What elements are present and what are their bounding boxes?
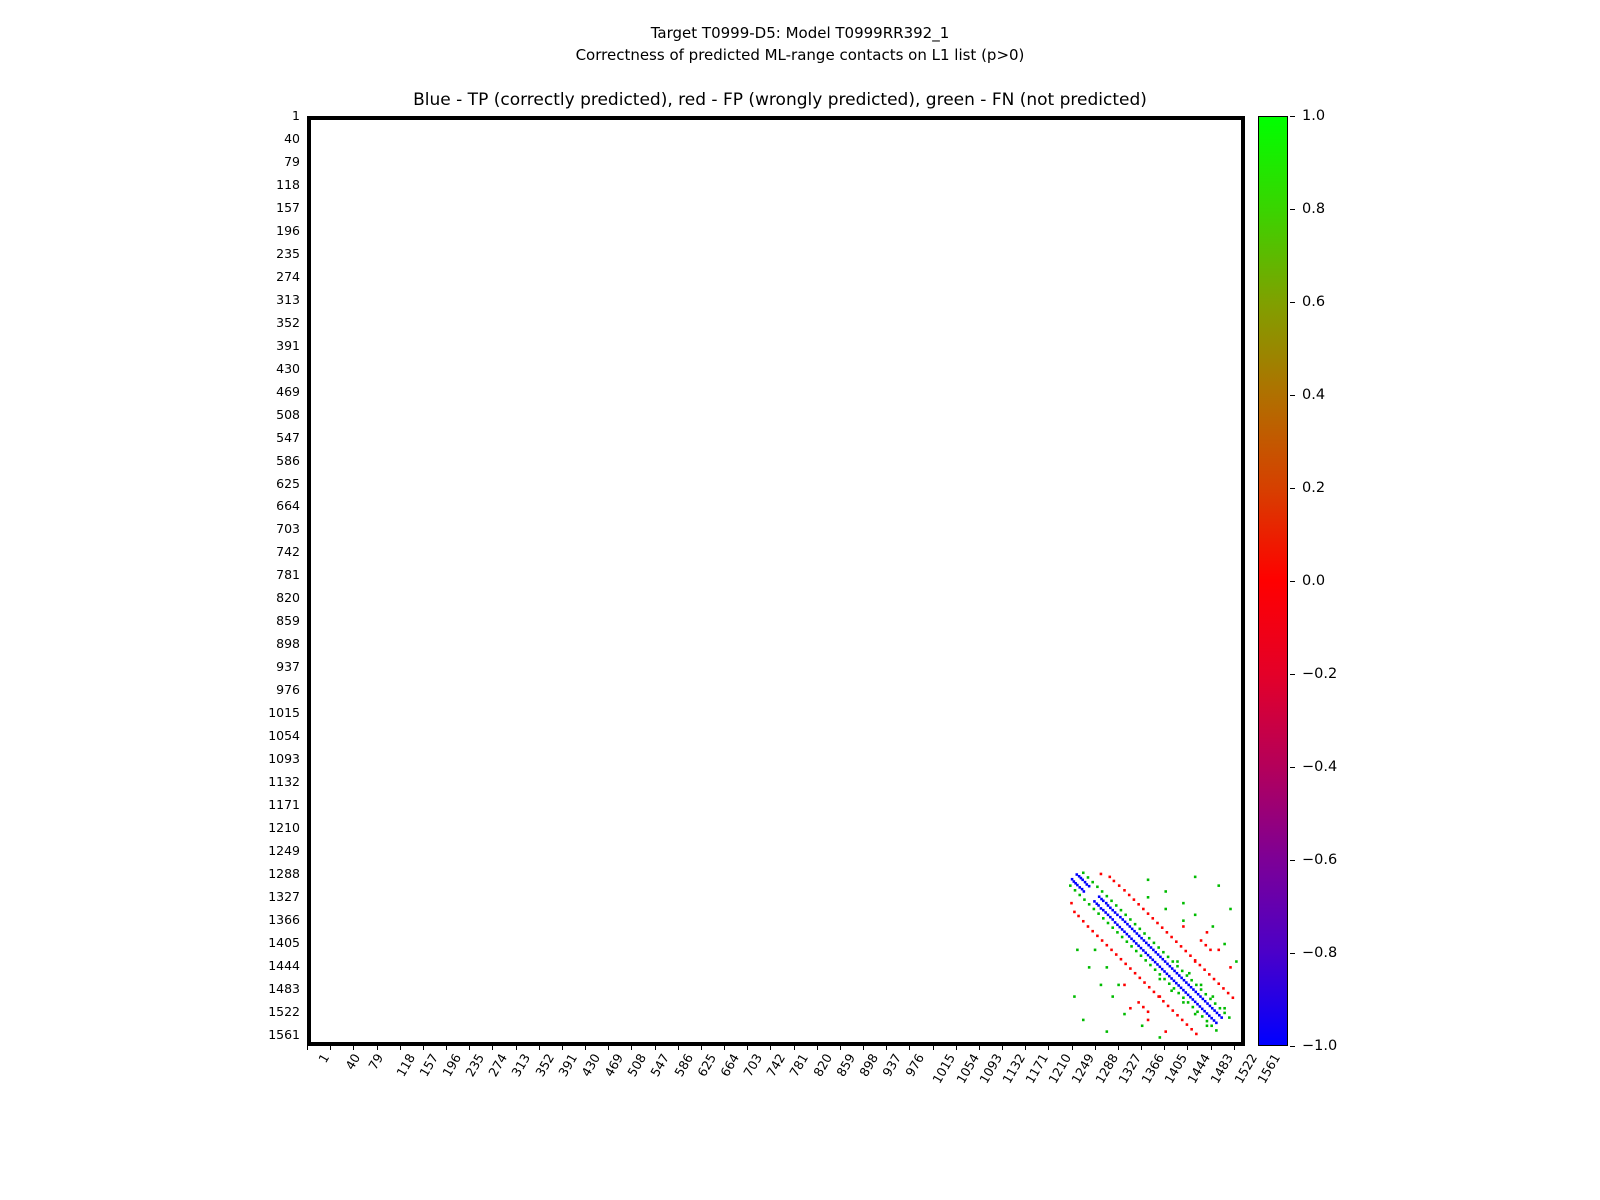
x-axis-tick-mark xyxy=(1211,1044,1212,1050)
x-axis-tick-label: 313 xyxy=(508,1051,534,1080)
x-axis-tick-mark xyxy=(747,1044,748,1050)
y-axis-tick-label: 313 xyxy=(276,291,300,307)
x-axis-tick-mark xyxy=(608,1044,609,1050)
colorbar-tick-label: −0.6 xyxy=(1302,852,1338,868)
x-axis-tick-mark xyxy=(1095,1044,1096,1050)
y-axis-tick-label: 430 xyxy=(276,360,300,376)
colorbar-tick-label: −0.4 xyxy=(1302,759,1338,775)
x-axis-tick-label: 391 xyxy=(554,1051,580,1080)
colorbar-gradient xyxy=(1258,116,1288,1046)
x-axis-tick-label: 1483 xyxy=(1207,1051,1237,1087)
colorbar-tick-label: 0.6 xyxy=(1302,294,1326,310)
y-axis-tick-label: 742 xyxy=(276,544,300,560)
x-axis-tick-label: 1132 xyxy=(999,1051,1028,1087)
contact-map-canvas xyxy=(311,120,1241,1042)
y-axis-tick-label: 1132 xyxy=(268,774,300,790)
x-axis-tick-mark xyxy=(353,1044,354,1050)
x-axis-tick-label: 1015 xyxy=(929,1051,959,1087)
colorbar-tick-mark xyxy=(1290,953,1295,954)
y-axis-tick-label: 1522 xyxy=(268,1003,300,1019)
y-axis-tick-label: 79 xyxy=(284,153,300,169)
colorbar-tick-label: 0.8 xyxy=(1302,201,1326,217)
x-axis-tick-mark xyxy=(794,1044,795,1050)
x-axis-tick-label: 859 xyxy=(832,1051,858,1080)
x-axis-tick-label: 664 xyxy=(717,1051,742,1080)
series-fp xyxy=(1070,873,1234,1036)
x-axis-tick-label: 40 xyxy=(342,1051,364,1073)
colorbar-tick-label: −0.8 xyxy=(1302,945,1338,961)
y-axis-tick-label: 1249 xyxy=(268,843,300,859)
y-axis-tick-label: 1483 xyxy=(268,980,300,996)
x-axis-tick-label: 1171 xyxy=(1022,1051,1052,1087)
chart-title-block xyxy=(0,22,1600,66)
x-axis-tick-label: 547 xyxy=(647,1051,673,1080)
x-axis-tick-label: 118 xyxy=(392,1051,418,1080)
colorbar-tick-label: 0.4 xyxy=(1302,387,1326,403)
y-axis-tick-label: 1366 xyxy=(268,911,300,927)
x-axis-tick-label: 898 xyxy=(856,1051,881,1080)
y-axis-tick-label: 781 xyxy=(276,567,300,583)
x-axis-tick-label: 1210 xyxy=(1045,1051,1075,1087)
x-axis-tick-label: 703 xyxy=(740,1051,766,1080)
y-axis-tick-label: 1 xyxy=(292,108,300,123)
y-axis-tick-label: 976 xyxy=(276,682,300,698)
x-axis-tick-mark xyxy=(817,1044,818,1050)
colorbar-tick-mark xyxy=(1290,860,1295,861)
x-axis-tick-labels xyxy=(307,1050,1283,1150)
y-axis-tick-label: 235 xyxy=(276,245,300,261)
x-axis-tick-label: 937 xyxy=(879,1051,905,1080)
x-axis-tick-label: 79 xyxy=(365,1051,387,1073)
y-axis-tick-label: 391 xyxy=(276,337,300,353)
x-axis-tick-label: 1405 xyxy=(1161,1051,1191,1087)
chart-title-line-1: Target T0999-D5: Model T0999RR392_1 xyxy=(650,24,950,42)
x-axis-tick-mark xyxy=(1187,1044,1188,1050)
x-axis-tick-mark xyxy=(1164,1044,1165,1050)
y-axis-tick-label: 1327 xyxy=(268,888,300,904)
y-axis-tick-label: 1405 xyxy=(268,934,300,950)
colorbar-tick-label: −0.2 xyxy=(1302,666,1338,682)
colorbar-tick-mark xyxy=(1290,488,1295,489)
y-axis-tick-label: 1561 xyxy=(268,1026,300,1042)
x-axis-tick-mark xyxy=(863,1044,864,1050)
y-axis-tick-label: 625 xyxy=(276,475,300,491)
x-axis-tick-label: 508 xyxy=(624,1051,650,1080)
y-axis-tick-label: 703 xyxy=(276,521,300,537)
y-axis-tick-label: 1288 xyxy=(268,866,300,882)
x-axis-tick-mark xyxy=(377,1044,378,1050)
x-axis-tick-label: 1327 xyxy=(1114,1051,1144,1087)
x-axis-tick-label: 586 xyxy=(670,1051,696,1080)
y-axis-tick-label: 40 xyxy=(284,130,300,146)
x-axis-tick-mark xyxy=(979,1044,980,1050)
y-axis-tick-label: 820 xyxy=(276,590,300,606)
x-axis-tick-mark xyxy=(307,1044,308,1050)
colorbar-tick-mark xyxy=(1290,395,1295,396)
x-axis-tick-label: 742 xyxy=(763,1051,789,1080)
x-axis-tick-mark xyxy=(886,1044,887,1050)
x-axis-tick-label: 1561 xyxy=(1253,1051,1283,1087)
x-axis-tick-mark xyxy=(562,1044,563,1050)
y-axis-tick-label: 547 xyxy=(276,429,300,445)
y-axis-tick-label: 898 xyxy=(276,636,300,652)
colorbar-tick-labels xyxy=(1290,108,1360,1054)
y-axis-tick-label: 1054 xyxy=(268,728,300,744)
colorbar-tick-mark xyxy=(1290,581,1295,582)
x-axis-tick-mark xyxy=(724,1044,725,1050)
colorbar-tick-mark xyxy=(1290,767,1295,768)
x-axis-tick-mark xyxy=(1002,1044,1003,1050)
y-axis-tick-label: 274 xyxy=(276,268,300,284)
y-axis-tick-label: 157 xyxy=(276,199,300,215)
x-axis-tick-label: 1522 xyxy=(1230,1051,1260,1087)
x-axis-tick-mark xyxy=(400,1044,401,1050)
series-fn xyxy=(1069,871,1238,1038)
y-axis-tick-label: 586 xyxy=(276,452,300,468)
y-axis-tick-label: 352 xyxy=(276,314,300,330)
colorbar-tick-mark xyxy=(1290,1046,1295,1047)
x-axis-tick-mark xyxy=(933,1044,934,1050)
x-axis-tick-label: 196 xyxy=(439,1051,464,1080)
x-axis-tick-mark xyxy=(492,1044,493,1050)
y-axis-tick-label: 937 xyxy=(276,659,300,675)
colorbar-tick-label: 0.2 xyxy=(1302,480,1326,496)
y-axis-tick-label: 1210 xyxy=(268,820,300,836)
chart-legend-annotation: Blue - TP (correctly predicted), red - FP (wrongly predicted), green - FN (not predicted) xyxy=(413,90,1147,110)
x-axis-tick-label: 352 xyxy=(531,1051,557,1080)
y-axis-tick-label: 196 xyxy=(276,222,300,238)
x-axis-tick-label: 430 xyxy=(578,1051,603,1080)
x-axis-tick-label: 274 xyxy=(485,1051,511,1080)
x-axis-tick-mark xyxy=(585,1044,586,1050)
x-axis-tick-mark xyxy=(446,1044,447,1050)
y-axis-tick-label: 508 xyxy=(276,406,300,422)
x-axis-tick-mark xyxy=(539,1044,540,1050)
x-axis-tick-mark xyxy=(1234,1044,1235,1050)
y-axis-tick-label: 118 xyxy=(276,176,300,192)
colorbar-tick-mark xyxy=(1290,209,1295,210)
y-axis-tick-label: 1444 xyxy=(268,957,300,973)
series-tp xyxy=(1071,873,1223,1024)
x-axis-tick-mark xyxy=(1118,1044,1119,1050)
y-axis-tick-label: 1171 xyxy=(268,797,300,813)
x-axis-tick-mark xyxy=(469,1044,470,1050)
x-axis-tick-mark xyxy=(678,1044,679,1050)
colorbar-tick-label: −1.0 xyxy=(1302,1038,1338,1054)
x-axis-tick-label: 157 xyxy=(415,1051,441,1080)
x-axis-tick-label: 1093 xyxy=(975,1051,1005,1087)
x-axis-tick-mark xyxy=(423,1044,424,1050)
colorbar-tick-label: 1.0 xyxy=(1302,108,1326,124)
colorbar-tick-label: 0.0 xyxy=(1302,573,1326,589)
colorbar-tick-mark xyxy=(1290,302,1295,303)
y-axis-tick-label: 469 xyxy=(276,383,300,399)
x-axis-tick-mark xyxy=(1025,1044,1026,1050)
x-axis-tick-mark xyxy=(909,1044,910,1050)
x-axis-tick-mark xyxy=(770,1044,771,1050)
x-axis-tick-label: 820 xyxy=(809,1051,835,1080)
x-axis-tick-label: 1444 xyxy=(1184,1051,1214,1087)
x-axis-tick-label: 469 xyxy=(601,1051,627,1080)
y-axis-tick-label: 1015 xyxy=(268,705,300,721)
x-axis-tick-label: 625 xyxy=(693,1051,719,1080)
x-axis-tick-mark xyxy=(701,1044,702,1050)
x-axis-tick-label: 1249 xyxy=(1068,1051,1098,1087)
x-axis-tick-mark xyxy=(516,1044,517,1050)
x-axis-tick-mark xyxy=(330,1044,331,1050)
x-axis-tick-label: 1 xyxy=(315,1051,333,1066)
x-axis-tick-label: 781 xyxy=(786,1051,812,1080)
x-axis-tick-label: 1288 xyxy=(1091,1051,1121,1087)
y-axis-tick-label: 1093 xyxy=(268,751,300,767)
x-axis-tick-label: 1054 xyxy=(952,1051,982,1087)
x-axis-tick-label: 976 xyxy=(902,1051,928,1080)
x-axis-tick-mark xyxy=(1048,1044,1049,1050)
x-axis-tick-label: 1366 xyxy=(1138,1051,1167,1087)
x-axis-tick-label: 235 xyxy=(462,1051,488,1080)
x-axis-tick-mark xyxy=(1141,1044,1142,1050)
x-axis-tick-mark xyxy=(631,1044,632,1050)
x-axis-tick-mark xyxy=(1072,1044,1073,1050)
colorbar-tick-mark xyxy=(1290,116,1295,117)
y-axis-tick-label: 664 xyxy=(276,498,300,514)
x-axis-tick-mark xyxy=(956,1044,957,1050)
contact-map-plot-area xyxy=(307,116,1245,1046)
x-axis-tick-mark xyxy=(840,1044,841,1050)
colorbar-tick-mark xyxy=(1290,674,1295,675)
chart-title-line-2: Correctness of predicted ML-range contacts on L1 list (p>0) xyxy=(575,46,1025,64)
y-axis-tick-labels xyxy=(238,108,300,1046)
y-axis-tick-label: 859 xyxy=(276,613,300,629)
x-axis-tick-mark xyxy=(655,1044,656,1050)
